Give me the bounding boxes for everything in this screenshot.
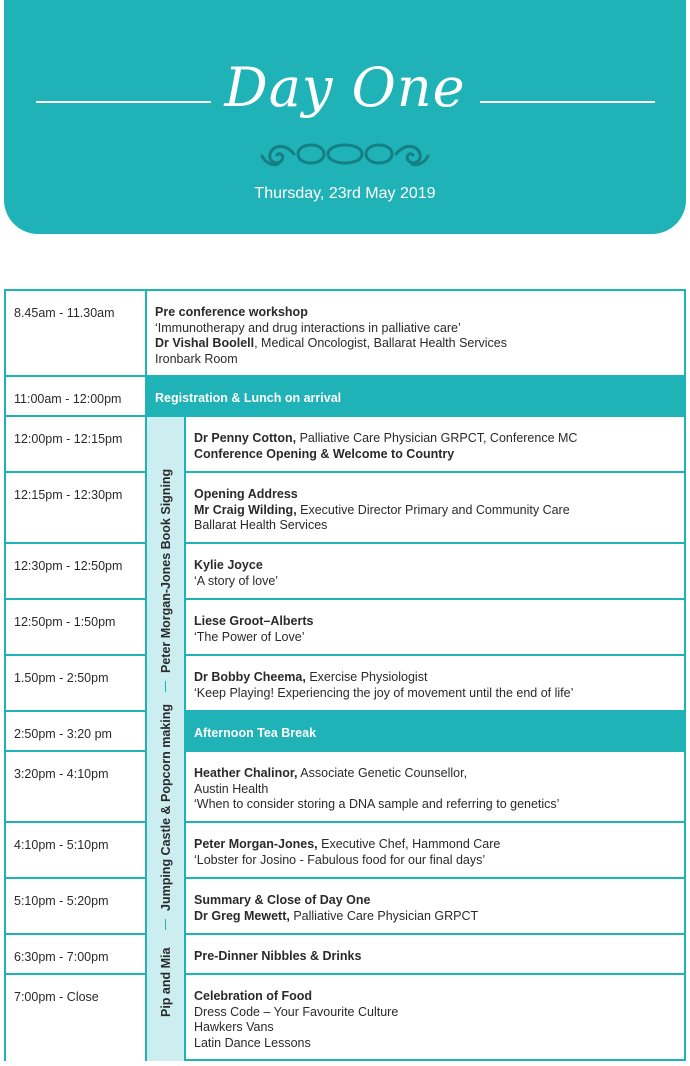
- session-speaker-line: [194, 431, 674, 447]
- session-speaker-line: [194, 503, 674, 519]
- speaker-name: Dr Vishal Boolell: [155, 336, 255, 350]
- speaker-organisation: Ballarat Health Services: [194, 518, 328, 532]
- table-row: [6, 473, 684, 544]
- session-detail: Hawkers Vans: [194, 1020, 274, 1034]
- flourish-ornament-icon: [258, 136, 432, 172]
- time-cell: 7:00pm - Close: [6, 975, 147, 1061]
- session-topic: ‘Immunotherapy and drug interactions in palliative care’: [155, 320, 461, 335]
- speaker-organisation: Austin Health: [194, 781, 269, 796]
- session-cell: [186, 823, 684, 868]
- time-cell: 6:30pm - 7:00pm: [6, 935, 147, 973]
- session-title: Opening Address: [194, 487, 298, 501]
- session-detail: Dress Code – Your Favourite Culture: [194, 1004, 399, 1019]
- table-row: [6, 544, 684, 600]
- speaker-role: Executive Chef, Hammond Care: [317, 837, 501, 851]
- session-topic: ‘A story of love’: [194, 573, 279, 588]
- time-cell: 1.50pm - 2:50pm: [6, 656, 147, 710]
- side-activity-divider: [165, 919, 166, 930]
- session-cell: [186, 417, 684, 462]
- speaker-name: Mr Craig Wilding,: [194, 502, 297, 517]
- speaker-name: Dr Penny Cotton,: [194, 431, 297, 445]
- speaker-name: Peter Morgan-Jones,: [194, 837, 318, 851]
- page-title: Day One: [224, 56, 466, 119]
- side-activity-label: Pip and Mia: [159, 947, 173, 1017]
- speaker-name: Liese Groot–Alberts: [194, 614, 314, 628]
- session-topic: ‘When to consider storing a DNA sample and referring to genetics’: [194, 797, 560, 811]
- table-row: [6, 975, 684, 1061]
- session-cell: [186, 544, 684, 589]
- table-row-highlight: [6, 712, 684, 752]
- table-row: [6, 752, 684, 823]
- session-detail: Latin Dance Lessons: [194, 1035, 311, 1050]
- session-title: Registration & Lunch on arrival: [155, 391, 342, 405]
- session-cell: [186, 752, 684, 813]
- speaker-name: Heather Chalinor,: [194, 766, 298, 780]
- session-title: Pre conference workshop: [155, 305, 308, 319]
- session-topic: ‘Keep Playing! Experiencing the joy of movement until the end of life’: [194, 685, 574, 700]
- session-cell: [186, 473, 684, 534]
- time-cell: 4:10pm - 5:10pm: [6, 823, 147, 877]
- speaker-name: Dr Bobby Cheema,: [194, 670, 306, 684]
- time-cell: 2:50pm - 3:20 pm: [6, 712, 147, 750]
- time-cell: 12:50pm - 1:50pm: [6, 600, 147, 654]
- speaker-role: Executive Director Primary and Community Care: [296, 502, 570, 517]
- speaker-role: Associate Genetic Counsellor,: [297, 766, 468, 780]
- session-title: Summary & Close of Day One: [194, 893, 371, 907]
- session-cell: [186, 975, 684, 1051]
- session-speaker-line: [155, 336, 674, 352]
- session-location: Ironbark Room: [155, 351, 238, 366]
- table-row: [6, 291, 684, 377]
- session-title: Conference Opening & Welcome to Country: [194, 446, 455, 461]
- speaker-name: Kylie Joyce: [194, 558, 263, 572]
- session-topic: ‘The Power of Love’: [194, 629, 305, 644]
- speaker-name: Dr Greg Mewett,: [194, 908, 290, 923]
- time-cell: 3:20pm - 4:10pm: [6, 752, 147, 821]
- table-row: [6, 417, 684, 473]
- side-activity-label: Peter Morgan-Jones Book Signing: [159, 468, 173, 673]
- session-cell: [186, 600, 684, 645]
- session-speaker-line: [194, 909, 674, 925]
- side-activity-label: Jumping Castle & Popcorn making: [159, 704, 173, 911]
- schedule-table: [4, 289, 686, 1061]
- time-cell: 5:10pm - 5:20pm: [6, 879, 147, 933]
- side-activity-divider: [165, 681, 166, 692]
- speaker-role: Palliative Care Physician GRPCT, Conference MC: [296, 431, 578, 445]
- time-cell: 12:30pm - 12:50pm: [6, 544, 147, 598]
- session-cell: [147, 291, 684, 367]
- speaker-role: Exercise Physiologist: [305, 670, 428, 684]
- session-cell: [186, 935, 684, 965]
- session-cell: [186, 879, 684, 924]
- session-title: Pre-Dinner Nibbles & Drinks: [194, 949, 362, 963]
- table-row: [6, 935, 684, 975]
- time-cell: 11:00am - 12:00pm: [6, 377, 147, 415]
- session-speaker-line: [194, 766, 674, 782]
- table-row: [6, 823, 684, 879]
- time-cell: 8.45am - 11.30am: [6, 291, 147, 375]
- session-speaker-line: [194, 670, 674, 686]
- speaker-role: , Medical Oncologist, Ballarat Health Services: [254, 336, 507, 350]
- session-title: Celebration of Food: [194, 989, 313, 1003]
- event-date: Thursday, 23rd May 2019: [254, 185, 436, 202]
- table-row: [6, 656, 684, 712]
- side-activities-strip: [147, 417, 186, 1061]
- session-topic: ‘Lobster for Josino - Fabulous food for our final days’: [194, 852, 486, 867]
- time-cell: 12:15pm - 12:30pm: [6, 473, 147, 542]
- session-speaker-line: [194, 837, 674, 853]
- time-cell: 12:00pm - 12:15pm: [6, 417, 147, 471]
- table-row: [6, 879, 684, 935]
- table-row: [6, 600, 684, 656]
- table-row-highlight: [6, 377, 684, 417]
- session-title: Afternoon Tea Break: [194, 726, 317, 740]
- session-cell: [186, 656, 684, 701]
- speaker-role: Palliative Care Physician GRPCT: [289, 908, 479, 923]
